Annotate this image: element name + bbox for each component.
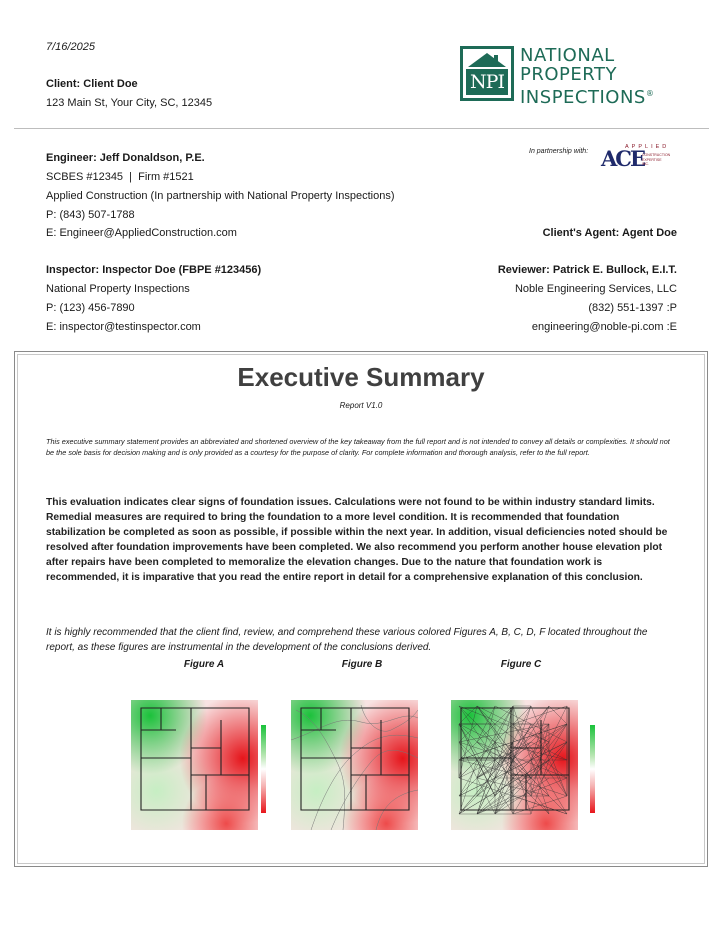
report-date: 7/16/2025 — [46, 41, 95, 53]
partner-label: In partnership with: — [529, 148, 589, 155]
figure-b-contour — [288, 697, 418, 837]
client-agent: Client's Agent: Agent Doe — [542, 227, 677, 239]
figure-b-label: Figure B — [341, 659, 383, 670]
figure-recommendation: It is highly recommended that the client find, review, and comprehend these various colored Figures A, B, C, D, F located throughout the report, as these figures are instrumental in the development of the conclusions derived. — [46, 627, 648, 653]
house-roof-icon — [467, 52, 507, 68]
npi-logo-mark — [460, 46, 514, 101]
client-name: Client: Client Doe — [46, 78, 138, 90]
report-version: Report V1.0 — [339, 401, 383, 410]
npi-logo-line2: PROPERTY — [520, 64, 617, 85]
npi-logo-line3-wrap — [520, 84, 654, 107]
inspector-phone: P: (123) 456-7890 — [46, 302, 135, 314]
figure-a-heatmap — [128, 697, 258, 837]
figure-b-plot — [291, 700, 418, 830]
npi-logo-line1: NATIONAL — [520, 45, 615, 66]
ace-logo-sub3: INC. — [642, 162, 649, 166]
figure-c-plot — [451, 700, 578, 830]
figure-c-network — [448, 697, 578, 837]
reviewer-company: Noble Engineering Services, LLC — [514, 283, 677, 295]
reviewer-email: engineering@noble-pi.com :E — [531, 321, 677, 333]
figure-a-label: Figure A — [183, 659, 225, 670]
engineer-company: Applied Construction (In partnership with National Property Inspections) — [46, 190, 395, 202]
summary-title: Executive Summary — [237, 362, 485, 392]
client-address: 123 Main St, Your City, SC, 12345 — [46, 97, 213, 109]
ace-logo-sub1: CONSTRUCTION — [642, 153, 671, 157]
ace-logo-top: APPLIED — [625, 144, 670, 150]
engineer-email: E: Engineer@AppliedConstruction.com — [46, 227, 237, 239]
engineer-phone: P: (843) 507-1788 — [46, 209, 135, 221]
npi-logo-letters: NPI — [466, 69, 508, 95]
ace-logo-sub — [642, 153, 670, 167]
engineer-name: Engineer: Jeff Donaldson, P.E. — [46, 152, 205, 164]
npi-logo-wordmark — [520, 46, 654, 107]
figure-a-colorbar — [261, 725, 266, 813]
ace-logo-sub2: EXPERTISE — [642, 157, 662, 162]
reviewer-phone: (832) 551-1397 :P — [588, 302, 677, 314]
ace-logo — [601, 144, 683, 172]
inspector-name: Inspector: Inspector Doe (FBPE #123456) — [46, 264, 262, 276]
summary-body: This evaluation indicates clear signs of foundation issues. Calculations were not found to be within industry standard limits. Remedial measures are required to bring the foundation to a more level condition. It is recommended that foundation stabilization be completed as soon as possible, if possible within the next year. In addition, visual deficiencies noted should be resolved after foundation improvements have been completed. We also recommend you perform another house elevation plot after repairs have been completed to memoralize the elevation changes. Due to the nature that foundation work is recommended, it is imparative that you read the entire report in detail for a comprehensive explanation of this conclusion. — [46, 497, 668, 583]
figure-c-label: Figure C — [500, 659, 542, 670]
inspector-company: National Property Inspections — [46, 283, 190, 295]
header-divider — [14, 128, 709, 129]
registered-mark: ® — [645, 89, 655, 98]
npi-logo-line3: INSPECTIONS — [520, 87, 646, 108]
figure-c-colorbar — [590, 725, 595, 813]
ace-logo-letters: ACE — [601, 146, 645, 171]
reviewer-name: Reviewer: Patrick E. Bullock, E.I.T. — [497, 264, 677, 276]
summary-disclaimer: This executive summary statement provides an abbreviated and shortened overview of the key takeaway from the full report and is not intended to convey all details or complexities. It should not be the sole basis for decision making and is only provided as a courtesy for the purpose of clarity. For complete information and thorough analysis, refer to the full report. — [46, 437, 670, 457]
engineer-license: SCBES #12345 | Firm #1521 — [46, 171, 194, 183]
figure-a-plot — [131, 700, 258, 830]
inspector-email: E: inspector@testinspector.com — [46, 321, 201, 333]
